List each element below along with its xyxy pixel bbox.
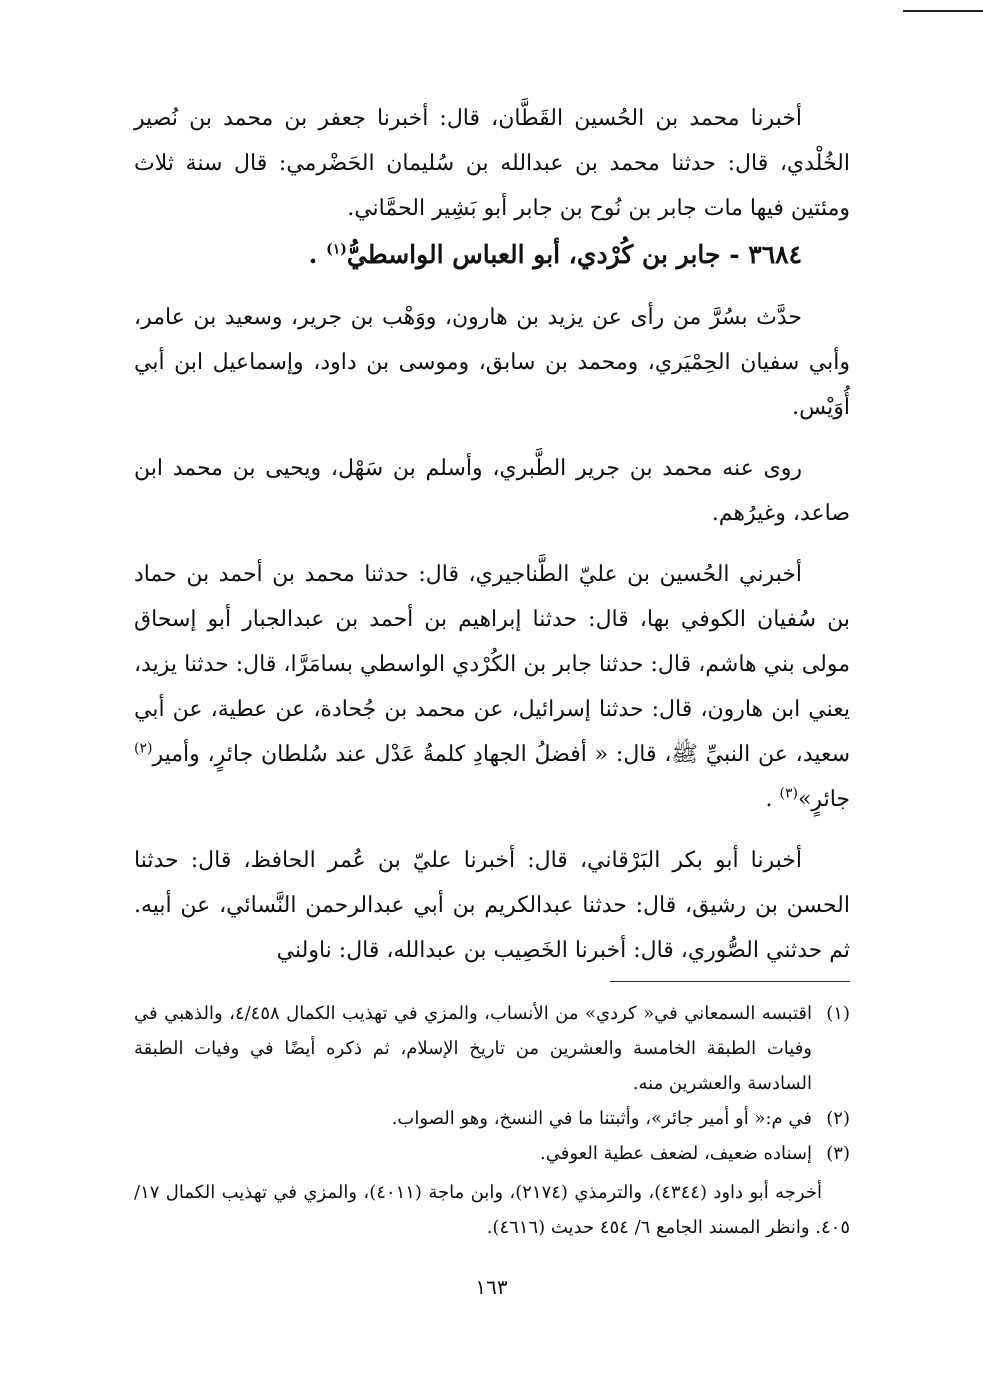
entry-heading-text: ٣٦٨٤ - جابر بن كُرْدي، أبو العباس الواسطيُّ xyxy=(346,240,802,269)
paragraph-3: روى عنه محمد بن جرير الطَّبري، وأسلم بن سَهْل، ويحيى بن محمد ابن صاعد، وغيرُهم. xyxy=(134,456,850,526)
footnote-ref-2: (٢) xyxy=(134,740,153,757)
footnote-1 xyxy=(134,996,850,1101)
paragraph-1: أخبرنا محمد بن الحُسين القَطَّان، قال: أخبرنا جعفر بن محمد بن نُصير الخُلْدي، قال: حدثنا محمد بن عبدالله بن سُليمان الحَضْرمي: قال سنة ثلاث ومئتين فيها مات جابر بن نُوح بن جابر أبو بَشِير الحمَّاني. xyxy=(134,106,850,221)
entry-heading-tail: . xyxy=(308,240,327,269)
footnote-3 xyxy=(134,1136,850,1171)
footnote-separator xyxy=(610,981,850,982)
footnote-number: (١) xyxy=(826,1003,850,1024)
paragraph-2: حدَّث بسُرَّ من رأى عن يزيد بن هارون، ووَهْب بن جرير، وسعيد بن عامر، وأبي سفيان الحِمْيَري، ومحمد بن سابق، وموسى بن داود، وإسماعيل ابن أبي أُوَيْس. xyxy=(134,305,850,420)
footnote-text: اقتبسه السمعاني في« كردي» من الأنساب، والمزي في تهذيب الكمال ٤/٤٥٨، والذهبي في وفيات الطبقة الخامسة والعشرين من تاريخ الإسلام، ثم ذكره أيضًا في وفيات الطبقة السادسة والعشرين منه. xyxy=(134,1003,812,1094)
footnotes xyxy=(134,996,850,1245)
paragraph-4 xyxy=(134,552,850,822)
page-body xyxy=(134,96,850,1245)
page-number: ١٦٣ xyxy=(475,1275,508,1299)
footnote-ref-1: (١) xyxy=(326,241,347,258)
top-rule xyxy=(903,10,983,12)
footnote-number: (٢) xyxy=(826,1108,850,1129)
paragraph-4-text-cont: جائرٍ» xyxy=(797,787,850,812)
footnote-text: إسناده ضعيف، لضعف عطية العوفي. xyxy=(540,1143,812,1164)
paragraph-5: أخبرنا أبو بكر البَرْقاني، قال: أخبرنا عليّ بن عُمر الحافظ، قال: حدثنا الحسن بن رشيق، قال: حدثنا عبدالكريم بن أبي عبدالرحمن النَّسائي، عن أبيه. ثم حدثني الصُّوري، قال: أخبرنا الخَصِيب بن عبدالله، قال: ناولني xyxy=(134,848,850,963)
paragraph-4-text: أخبرني الحُسين بن عليّ الطَّناجيري، قال: حدثنا محمد بن أحمد بن حماد بن سُفيان الكوفي بها، قال: حدثنا إبراهيم بن أحمد بن عبدالجبار أبو إسحاق مولى بني هاشم، قال: حدثنا جابر بن الكُرْدي الواسطي بسامَرَّا، قال: حدثنا يزيد، يعني ابن هارون، قال: حدثنا إسرائيل، عن محمد بن جُحادة، عن عطية، عن أبي سعيد، عن النبيِّ ﷺ، قال: « أفضلُ الجهادِ كلمةُ عَدْل عند سُلطان جائرٍ، وأمير xyxy=(134,562,850,767)
footnote-text: في م:« أو أمير جائر»، وأثبتنا ما في النسخ، وهو الصواب. xyxy=(391,1108,812,1129)
entry-heading xyxy=(134,231,850,279)
footnote-ref-3: (٣) xyxy=(779,785,798,802)
paragraph-4-tail: . xyxy=(765,787,780,812)
footnote-3-continuation: أخرجه أبو داود (٤٣٤٤)، والترمذي (٢١٧٤)، وابن ماجة (٤٠١١)، والمزي في تهذيب الكمال ١٧/ ٤٠٥. وانظر المسند الجامع ٦/ ٤٥٤ حديث (٤٦١٦). xyxy=(134,1182,850,1238)
footnote-number: (٣) xyxy=(826,1143,850,1164)
footnote-2 xyxy=(134,1101,850,1136)
